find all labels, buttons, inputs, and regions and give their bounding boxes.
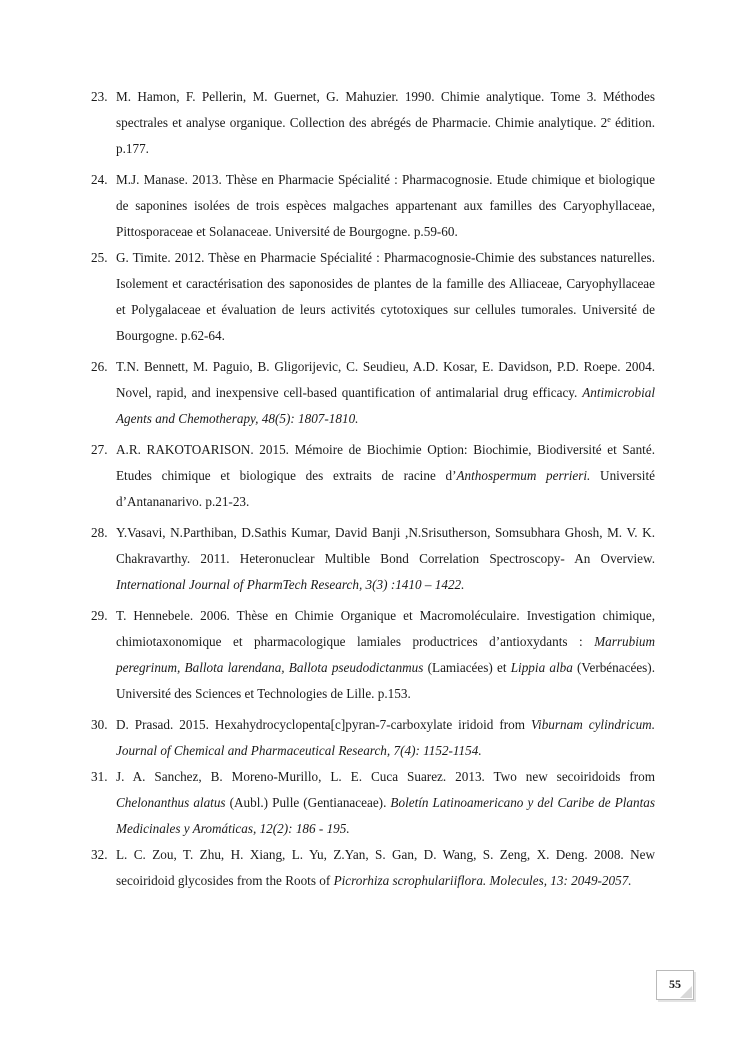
reference-item: 25. G. Timite. 2012. Thèse en Pharmacie Spécialité : Pharmacognosie-Chimie des substances naturelles. Isolement et caractérisation des saponosides de plantes de la famille des Alliaceae, Caryophyllaceae et Polygalaceae et évaluation de leurs activités cytotoxiques sur cellules tumorales. Université de Bourgogne. p.62-64. [91, 245, 655, 349]
reference-number: 32. [91, 847, 108, 862]
reference-number: 26. [91, 359, 108, 374]
reference-number: 31. [91, 769, 108, 784]
reference-number: 25. [91, 250, 108, 265]
reference-number: 28. [91, 525, 108, 540]
reference-list [91, 84, 655, 894]
reference-number: 27. [91, 442, 108, 457]
reference-item: 31. J. A. Sanchez, B. Moreno-Murillo, L. E. Cuca Suarez. 2013. Two new secoiridoids from Chelonanthus alatus (Aubl.) Pulle (Gentianaceae). Boletín Latinoamericano y del Caribe de Plantas Medicinales y Aromáticas, 12(2): 186 - 195. [91, 764, 655, 842]
reference-item: 27. A.R. RAKOTOARISON. 2015. Mémoire de Biochimie Option: Biochimie, Biodiversité et Santé. Etudes chimique et biologique des extraits de racine d’Anthospermum perrieri. Université d’Antananarivo. p.21-23. [91, 437, 655, 515]
reference-number: 30. [91, 717, 108, 732]
reference-number: 23. [91, 89, 108, 104]
reference-item: 30. D. Prasad. 2015. Hexahydrocyclopenta[c]pyran-7-carboxylate iridoid from Viburnam cylindricum. Journal of Chemical and Pharmaceutical Research, 7(4): 1152-1154. [91, 712, 655, 764]
reference-number: 29. [91, 608, 108, 623]
page-number: 55 [669, 977, 681, 991]
reference-item: 26. T.N. Bennett, M. Paguio, B. Gligorijevic, C. Seudieu, A.D. Kosar, E. Davidson, P.D. Roepe. 2004. Novel, rapid, and inexpensive cell-based quantification of antimalarial drug efficacy. Antimicrobial Agents and Chemotherapy, 48(5): 1807-1810. [91, 354, 655, 432]
reference-item: 23. M. Hamon, F. Pellerin, M. Guernet, G. Mahuzier. 1990. Chimie analytique. Tome 3. Méthodes spectrales et analyse organique. Collection des abrégés de Pharmacie. Chimie analytique. 2e édition. p.177. [91, 84, 655, 162]
reference-number: 24. [91, 172, 108, 187]
page-corner-fold [680, 986, 692, 998]
reference-item: 24. M.J. Manase. 2013. Thèse en Pharmacie Spécialité : Pharmacognosie. Etude chimique et biologique de saponines isolées de trois espèces malgaches appartenant aux familles des Caryophyllaceae, Pittosporaceae et Solanaceae. Université de Bourgogne. p.59-60. [91, 167, 655, 245]
reference-item: 29. T. Hennebele. 2006. Thèse en Chimie Organique et Macromoléculaire. Investigation chimique, chimiotaxonomique et pharmacologique lamiales productrices d’antioxydants : Marrubium peregrinum, Ballota larendana, Ballota pseudodictanmus (Lamiacées) et Lippia alba (Verbénacées). Université des Sciences et Technologies de Lille. p.153. [91, 603, 655, 707]
reference-item: 32. L. C. Zou, T. Zhu, H. Xiang, L. Yu, Z.Yan, S. Gan, D. Wang, S. Zeng, X. Deng. 2008. New secoiridoid glycosides from the Roots of Picrorhiza scrophulariiflora. Molecules, 13: 2049-2057. [91, 842, 655, 894]
reference-item: 28. Y.Vasavi, N.Parthiban, D.Sathis Kumar, David Banji ,N.Srisutherson, Somsubhara Ghosh, M. V. K. Chakravarthy. 2011. Heteronuclear Multible Bond Correlation Spectroscopy- An Overview. International Journal of PharmTech Research, 3(3) :1410 – 1422. [91, 520, 655, 598]
